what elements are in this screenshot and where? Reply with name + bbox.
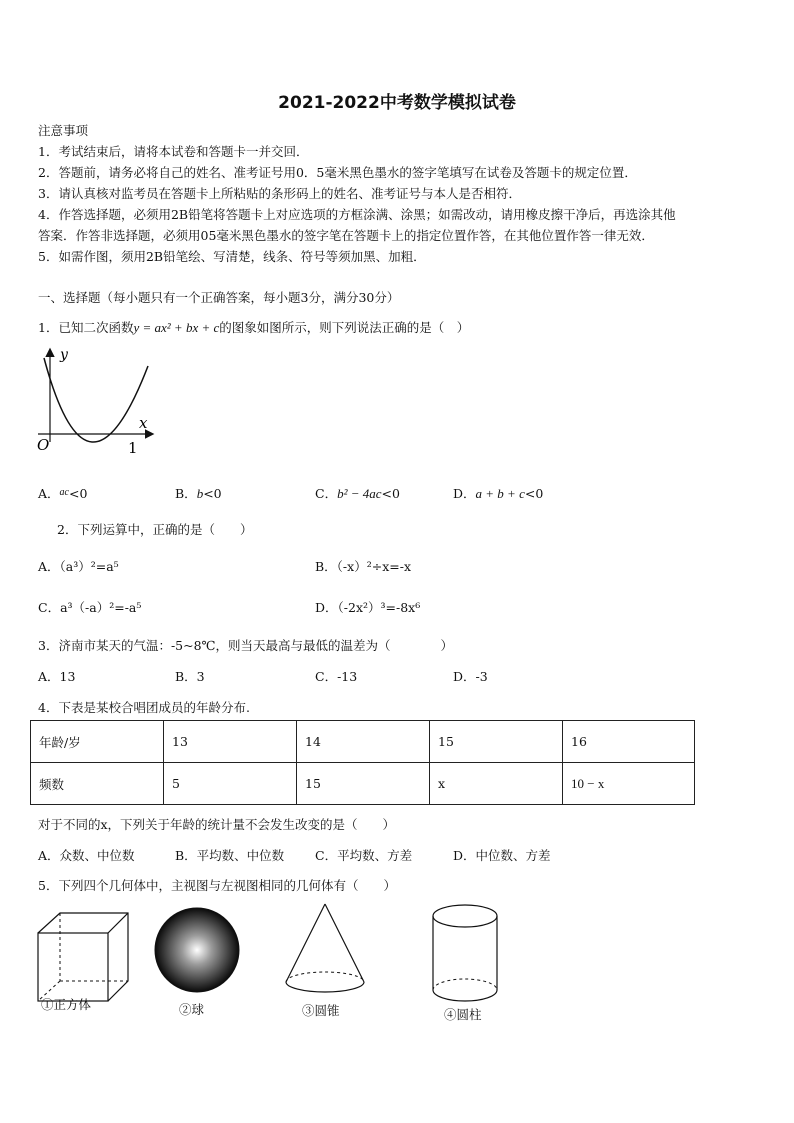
table-cell: 5 (164, 763, 297, 805)
tick-label-1: 1 (128, 439, 138, 457)
notes-item: 4．作答选择题，必须用2B铅笔将答题卡上对应选项的方框涂满、涂黑；如需改动，请用橡皮擦干净后，再选涂其他 (38, 207, 676, 222)
table-cell: 15 (430, 721, 563, 763)
shape-label-cone: ③圆锥 (302, 1003, 340, 1018)
q1-parabola-graph (30, 342, 170, 472)
page-title: 2021-2022中考数学模拟试卷 (278, 93, 516, 113)
notes-item: 1．考试结束后，请将本试卷和答题卡一并交回． (38, 144, 309, 159)
notes-heading: 注意事项 (38, 123, 89, 138)
q3-stem: 3．济南市某天的气温：-5~8℃，则当天最高与最低的温差为（ ） (38, 638, 454, 653)
table-cell: 10 − x (563, 763, 695, 805)
q3-option-d[interactable]: D．-3 (453, 669, 488, 684)
shape-label-cylinder: ④圆柱 (444, 1007, 482, 1022)
table-cell: 年龄/岁 (31, 721, 164, 763)
q4-option-d[interactable]: D．中位数、方差 (453, 848, 551, 863)
table-row (31, 763, 695, 805)
q1-option-b[interactable]: B．b<0 (175, 486, 222, 501)
notes-item: 2．答题前，请务必将自己的姓名、准考证号用0．5毫米黑色墨水的签字笔填写在试卷及答题卡的规定位置． (38, 165, 637, 180)
q4-option-b[interactable]: B．平均数、中位数 (175, 848, 285, 863)
q2-stem: 2．下列运算中，正确的是（ ） (57, 522, 253, 537)
q3-option-c[interactable]: C．-13 (315, 669, 358, 684)
x-axis-label: x (139, 414, 148, 432)
q2-option-d[interactable]: D．（-2x²）³=-8x⁶ (315, 600, 421, 615)
q1-option-a[interactable]: A．$^{ac}$<0 (38, 486, 88, 501)
q1-option-c[interactable]: C．b² − 4ac<0 (315, 486, 400, 501)
cylinder-figure (425, 900, 505, 1010)
table-cell: 16 (563, 721, 695, 763)
q4-option-c[interactable]: C．平均数、方差 (315, 848, 413, 863)
shape-label-cube: ①正方体 (41, 997, 92, 1012)
q4-stem: 4．下表是某校合唱团成员的年龄分布. (38, 700, 250, 715)
table-cell: 15 (297, 763, 430, 805)
age-distribution-table (30, 720, 695, 805)
shape-label-sphere: ②球 (179, 1002, 205, 1017)
q3-option-a[interactable]: A．13 (38, 669, 76, 684)
q2-option-b[interactable]: B．（-x）²÷x=-x (315, 559, 411, 574)
cone-figure (280, 900, 370, 1000)
notes-item: 5．如需作图，须用2B铅笔绘、写清楚，线条、符号等须加黑、加粗． (38, 249, 426, 264)
table-cell: 频数 (31, 763, 164, 805)
table-cell: x (430, 763, 563, 805)
table-cell: 14 (297, 721, 430, 763)
q1-stem (38, 318, 469, 336)
q5-stem: 5．下列四个几何体中，主视图与左视图相同的几何体有（ ） (38, 878, 396, 893)
notes-item: 答案．作答非选择题，必须用05毫米黑色墨水的签字笔在答题卡上的指定位置作答，在其他位置作答一律无效． (38, 228, 654, 243)
sphere-figure (152, 905, 242, 995)
q2-option-a[interactable]: A．（a³）²=a⁵ (38, 559, 119, 574)
q1-formula: y = ax² + bx + c (133, 320, 220, 335)
q4-option-a[interactable]: A．众数、中位数 (38, 848, 135, 863)
q2-option-c[interactable]: C．a³（-a）²=-a⁵ (38, 600, 142, 615)
q4-question: 对于不同的x，下列关于年龄的统计量不会发生改变的是（ ） (38, 817, 396, 832)
q1-suffix: 的图象如图所示，则下列说法正确的是（ ） (219, 320, 470, 335)
parabola-curve (44, 358, 148, 442)
section-heading: 一、选择题（每小题只有一个正确答案，每小题3分，满分30分） (38, 290, 400, 305)
q1-prefix: 1．已知二次函数 (38, 320, 134, 335)
y-axis-label: y (60, 347, 68, 363)
table-row (31, 721, 695, 763)
q3-option-b[interactable]: B．3 (175, 669, 205, 684)
table-cell: 13 (164, 721, 297, 763)
origin-label: O (37, 436, 50, 454)
q1-option-d[interactable]: D．a + b + c<0 (453, 486, 544, 501)
notes-item: 3．请认真核对监考员在答题卡上所粘贴的条形码上的姓名、准考证号与本人是否相符． (38, 186, 521, 201)
